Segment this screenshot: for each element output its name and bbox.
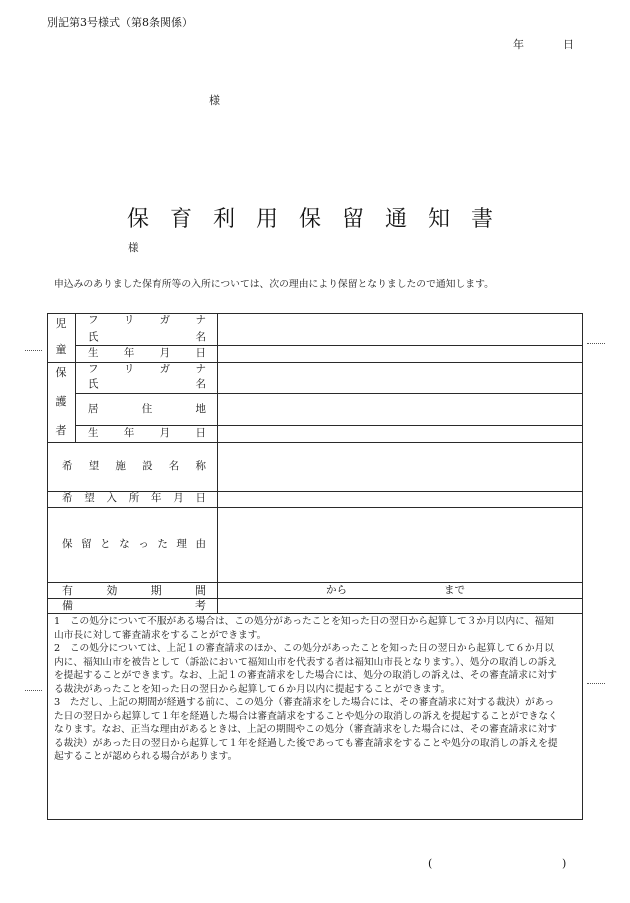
label-char: 設 [142, 460, 153, 472]
note-line: 1 この処分について不服がある場合は、この処分があったことを知った日の翌日から起算して３か月以内に、福知 [54, 616, 554, 627]
remarks-label [62, 599, 206, 612]
note-line: 3 ただし、上記の期間が経過する前に、この処分（審査請求をした場合には、その審査請求に対する裁決）があっ [54, 697, 555, 708]
addressee-honorific: 様 [209, 94, 220, 107]
label-char: ガ [159, 363, 171, 375]
label-char: 年 [123, 427, 135, 439]
note-line: 2 この処分については、上記１の審査請求のほか、この処分があったことを知った日の翌日から起算して６か月以 [54, 643, 554, 654]
intro-text: 申込みのありました保育所等の入所については、次の理由により保留となりましたので通知します。 [54, 279, 494, 290]
label-char: リ [123, 314, 135, 326]
label-char: 所 [128, 492, 140, 504]
child-birthdate-label [88, 347, 206, 360]
label-char: ガ [159, 314, 171, 326]
label-char: 日 [195, 347, 206, 359]
guardian-address-label [88, 403, 206, 416]
right-margin-mark [587, 343, 605, 344]
note-line: る裁決）があった日の翌日から起算して１年を経過した後であっても審査請求をすることや処分の取消しの訴えを提 [54, 737, 558, 749]
guardian-birthdate-label [88, 427, 206, 440]
reason-value [218, 508, 582, 582]
label-char: 日 [195, 492, 206, 504]
validity-from-text: から [326, 584, 347, 596]
note-line: なります。なお、正当な理由があるときは、上記の期間やこの処分（審査請求をした場合には、その審査請求に対す [54, 724, 557, 735]
note-line: る裁決があったことを知った日の翌日から起算して６か月以内に提起することができます。 [54, 683, 451, 695]
child-group-label [47, 318, 75, 356]
note-line: 山市長に対して審査請求をすることができます。 [54, 629, 267, 641]
left-margin-mark [25, 350, 42, 351]
left-margin-mark [25, 690, 42, 691]
label-char: 由 [195, 538, 206, 550]
note-line: を提起することができます。なお、上記１の審査請求をした場合には、処分の取消しの訴えは、その審査請求に対す [54, 670, 557, 681]
table-rule [48, 613, 582, 614]
label-char: フ [88, 314, 99, 326]
guardian-group-label [47, 367, 75, 437]
reason-label [62, 538, 206, 551]
label-char: 期 [150, 584, 162, 597]
label-char: ナ [195, 314, 206, 326]
label-char: 居 [88, 403, 99, 415]
label-char: 施 [115, 460, 126, 472]
validity-value [218, 583, 582, 598]
desired-entry-date-label [62, 492, 206, 505]
footer-paren-open: ( [428, 857, 433, 870]
label-char: な [119, 538, 130, 550]
label-char: 月 [159, 347, 171, 359]
label-char: 月 [173, 492, 184, 504]
child-name-label [88, 331, 206, 344]
date-year-label: 年 [513, 38, 524, 51]
child-furigana-label [88, 314, 206, 327]
label-char: 望 [84, 492, 95, 504]
child-name-value [218, 314, 582, 345]
appeal-notes [54, 615, 578, 764]
validity-to-text: まで [444, 584, 465, 596]
label-char: た [157, 538, 168, 550]
label-char: 備 [62, 599, 73, 612]
label-char: 月 [159, 427, 171, 439]
desired-entry-date-value [218, 492, 582, 507]
label-char: 日 [195, 427, 206, 439]
label-char: 留 [81, 538, 92, 550]
label-char: 希 [62, 460, 73, 472]
guardian-furigana-label [88, 363, 206, 376]
label-char: 児 [55, 317, 67, 330]
form-number: 別記第3号様式（第8条関係） [47, 16, 193, 29]
desired-facility-label [62, 460, 206, 473]
label-char: 間 [194, 584, 206, 597]
label-char: 生 [88, 347, 99, 359]
label-char: 称 [195, 460, 206, 472]
label-char: 有 [62, 584, 73, 597]
label-char: 名 [195, 331, 206, 343]
note-line: 内に、福知山市を被告として（訴訟において福知山市を代表する者は福知山市長となります。）、処分の取消しの訴え [54, 656, 557, 668]
label-char: 地 [195, 403, 206, 415]
label-char: 住 [141, 403, 153, 415]
note-line: 起することが認められる場合があります。 [54, 751, 238, 762]
guardian-address-value [218, 394, 582, 425]
note-line: た日の翌日から起算して１年を経過した場合は審査請求をすることや処分の取消しの訴えを提起することができなく [54, 710, 558, 722]
label-char: 氏 [88, 331, 99, 343]
document-title: 保育利用保留通知書 [127, 207, 515, 232]
validity-label [62, 584, 206, 597]
right-margin-mark [587, 683, 605, 684]
guardian-name-label [88, 378, 206, 391]
date-day-label: 日 [563, 38, 574, 51]
label-char: 氏 [88, 378, 99, 390]
child-birthdate-value [218, 346, 582, 362]
label-char: 保 [55, 366, 67, 379]
label-char: っ [138, 538, 149, 550]
label-char: 名 [168, 460, 180, 472]
label-char: 護 [55, 395, 67, 408]
label-char: 名 [195, 378, 206, 390]
label-char: 年 [151, 492, 162, 504]
label-char: フ [88, 363, 99, 375]
label-char: 望 [88, 460, 100, 472]
label-char: リ [123, 363, 135, 375]
label-char: と [100, 538, 111, 550]
table-rule [75, 314, 76, 442]
guardian-birthdate-value [218, 426, 582, 442]
guardian-name-value [218, 363, 582, 393]
label-char: 考 [195, 599, 206, 612]
label-char: 生 [88, 427, 99, 439]
recipient-honorific: 様 [128, 242, 139, 254]
label-char: 入 [106, 492, 117, 504]
remarks-value [218, 599, 582, 613]
label-char: 希 [62, 492, 73, 504]
label-char: 保 [62, 538, 73, 550]
desired-facility-value [218, 443, 582, 491]
label-char: 年 [123, 347, 135, 359]
label-char: 効 [106, 584, 118, 597]
label-char: 理 [176, 538, 187, 550]
footer-paren-close: ) [562, 857, 567, 870]
label-char: 童 [55, 343, 67, 356]
label-char: 者 [55, 424, 67, 437]
label-char: ナ [195, 363, 206, 375]
